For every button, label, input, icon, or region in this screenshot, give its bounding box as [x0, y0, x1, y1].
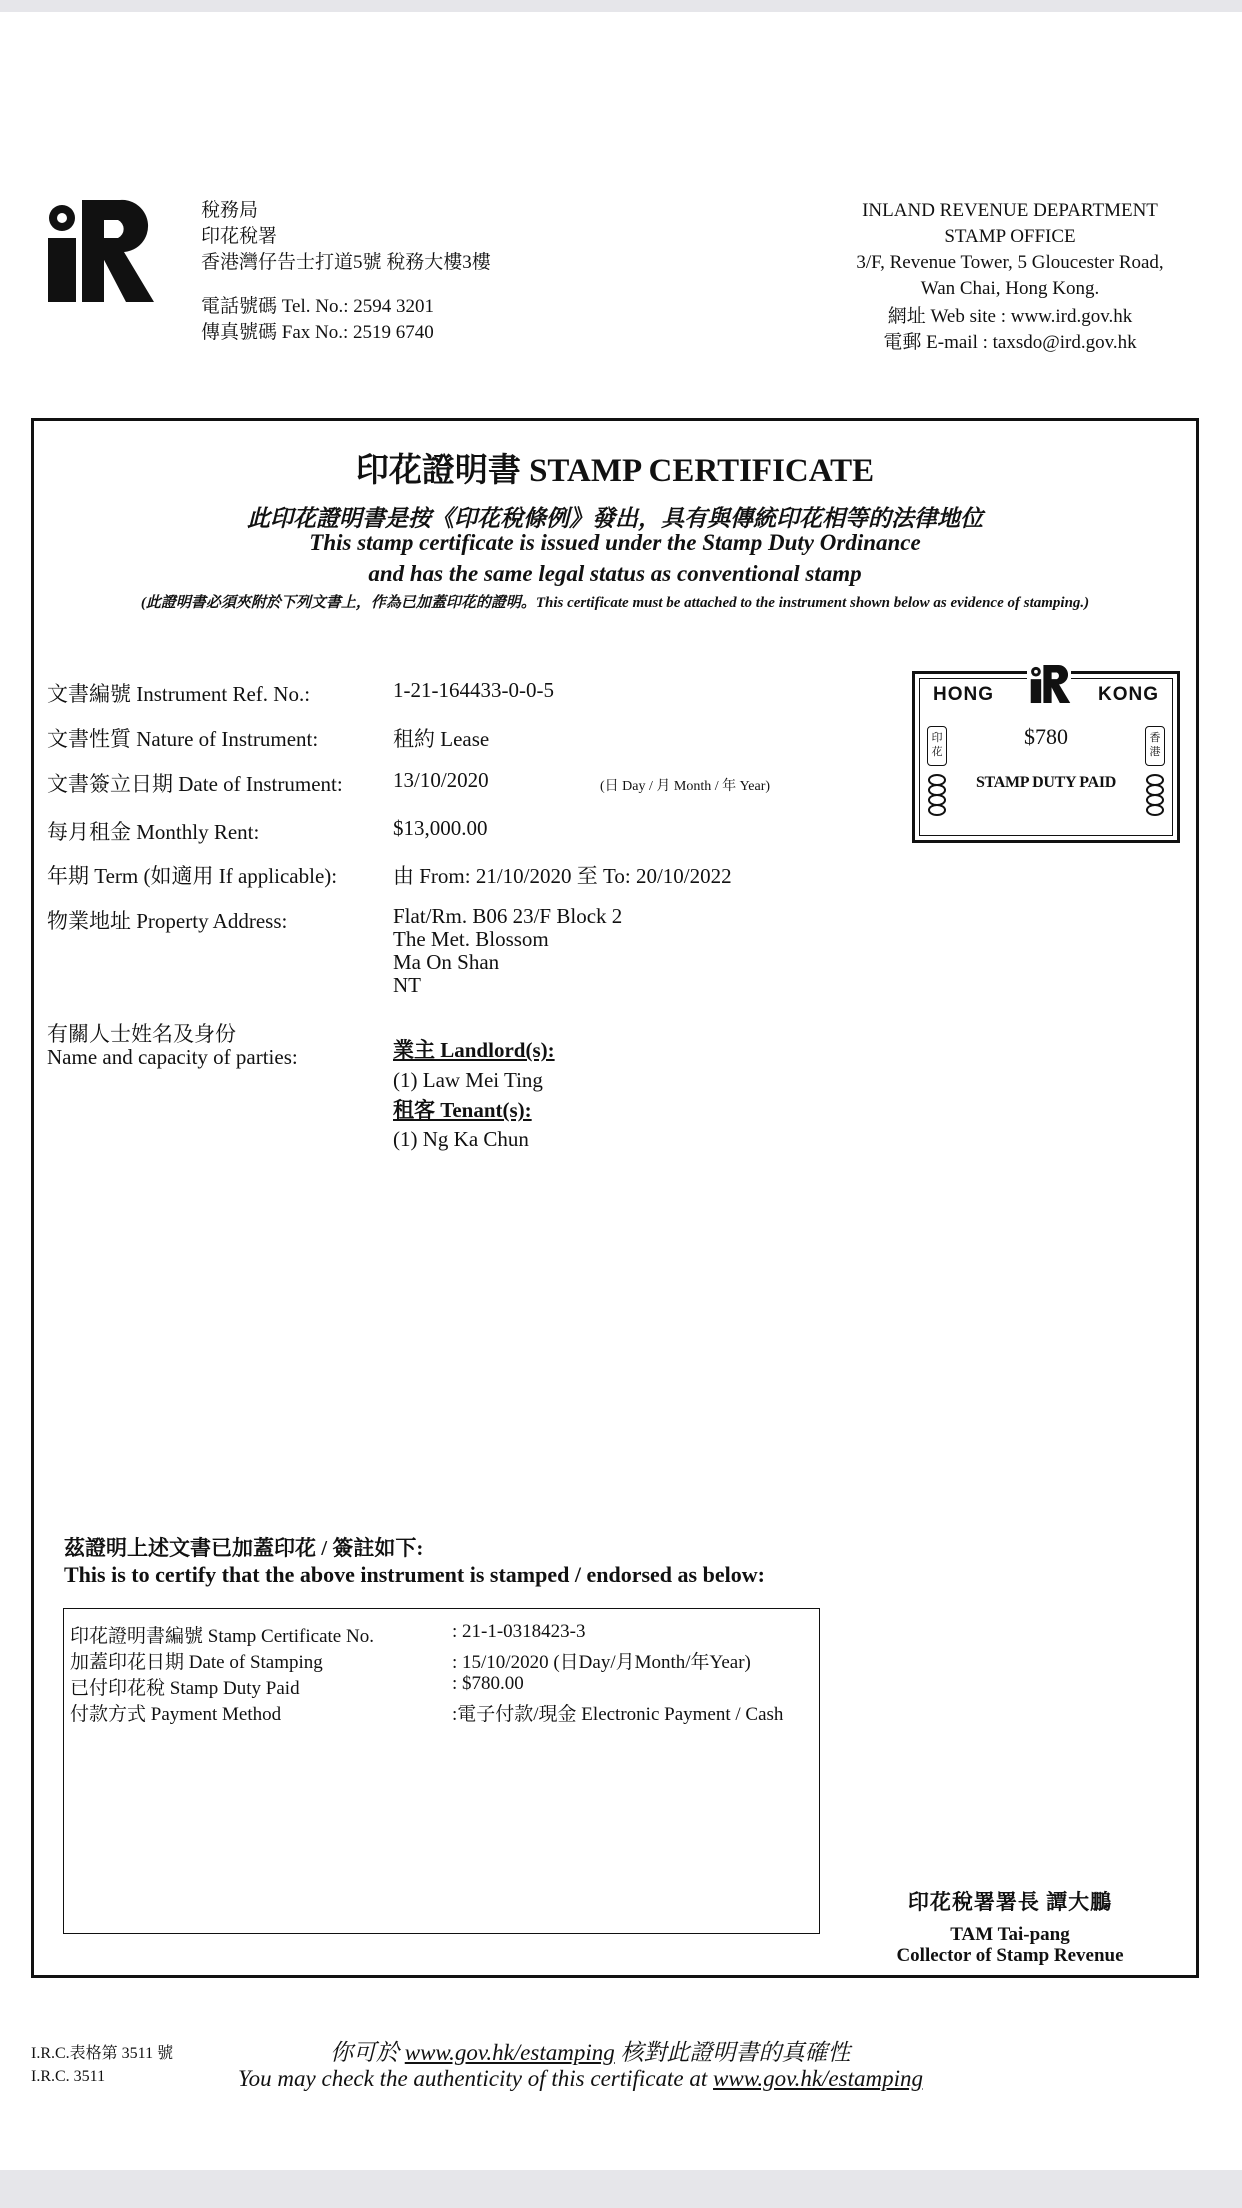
address-line: Ma On Shan — [393, 950, 500, 974]
top-bar — [0, 0, 1242, 12]
ird-logo-icon — [38, 198, 156, 304]
nature-label: 文書性質 Nature of Instrument: — [47, 727, 319, 751]
header-left-line1: 稅務局 — [201, 200, 259, 221]
date-format-hint: (日 Day / 月 Month / 年 Year) — [600, 779, 771, 794]
form-number-en: I.R.C. 3511 — [31, 2068, 106, 2085]
term-label: 年期 Term (如適用 If applicable): — [47, 864, 338, 888]
estamping-link-zh[interactable]: www.gov.hk/estamping — [404, 2040, 615, 2065]
parties-label-zh: 有關人士姓名及身份 — [47, 1022, 236, 1046]
header-fax: 傳真號碼 Fax No.: 2519 6740 — [201, 322, 434, 343]
verify-zh-pre: 你可於 — [330, 2040, 405, 2065]
stamping-date-label: 加蓋印花日期 Date of Stamping — [70, 1652, 323, 1673]
address-label: 物業地址 Property Address: — [47, 909, 288, 933]
header-email: 電郵 E-mail : taxsdo@ird.gov.hk — [883, 332, 1137, 353]
cert-no-label: 印花證明書編號 Stamp Certificate No. — [70, 1626, 374, 1647]
signatory-name: TAM Tai-pang — [950, 1924, 1070, 1945]
certificate-title: 印花證明書 STAMP CERTIFICATE — [355, 453, 875, 489]
header-right-line4: Wan Chai, Hong Kong. — [920, 278, 1100, 299]
cert-no-value: : 21-1-0318423-3 — [452, 1621, 586, 1642]
attachment-note: (此證明書必須夾附於下列文書上，作為已加蓋印花的證明。This certificate must be attached to the instrument shown below as evidence of stamping.) — [140, 595, 1090, 611]
term-value: 由 From: 21/10/2020 至 To: 20/10/2022 — [393, 864, 732, 888]
subtitle-en-2: and has the same legal status as conventional stamp — [368, 561, 862, 586]
ref-label: 文書編號 Instrument Ref. No.: — [47, 682, 311, 706]
stamping-date-value: : 15/10/2020 (日Day/月Month/年Year) — [452, 1652, 751, 1673]
header-left-line3: 香港灣仔告士打道5號 稅務大樓3樓 — [201, 252, 491, 273]
certify-statement-zh: 茲證明上述文書已加蓋印花 / 簽註如下: — [64, 1536, 424, 1560]
header-website: 網址 Web site : www.ird.gov.hk — [887, 306, 1133, 327]
stamp-duty-stamp — [912, 671, 1180, 843]
duty-paid-label: 已付印花稅 Stamp Duty Paid — [70, 1678, 300, 1699]
header-tel: 電話號碼 Tel. No.: 2594 3201 — [201, 296, 434, 317]
parties-label — [47, 1023, 298, 1069]
payment-method-value: :電子付款/現金 Electronic Payment / Cash — [452, 1704, 784, 1725]
stamp-ird-logo-icon — [1027, 664, 1071, 704]
property-address — [393, 905, 622, 997]
certify-statement-en: This is to certify that the above instrument is stamped / endorsed as below: — [64, 1562, 765, 1587]
verify-zh-post: 核對此證明書的真確性 — [614, 2040, 851, 2065]
signatory-zh: 印花稅署署長 譚大鵬 — [907, 1890, 1113, 1914]
parties-label-en: Name and capacity of parties: — [47, 1045, 298, 1069]
stamp-side-right: 香港 — [1145, 726, 1165, 766]
address-line: NT — [393, 973, 421, 997]
header-right-line1: INLAND REVENUE DEPARTMENT — [862, 200, 1158, 221]
date-label: 文書簽立日期 Date of Instrument: — [47, 772, 343, 796]
address-line: The Met. Blossom — [393, 927, 549, 951]
verify-en-pre: You may check the authenticity of this certificate at — [238, 2066, 714, 2091]
nature-value: 租約 Lease — [393, 727, 490, 751]
address-line: Flat/Rm. B06 23/F Block 2 — [393, 904, 623, 928]
header-left — [201, 198, 491, 346]
header-right — [820, 198, 1200, 356]
payment-method-label: 付款方式 Payment Method — [70, 1704, 282, 1725]
stamp-hong: HONG — [933, 684, 994, 705]
bottom-bar — [0, 2170, 1242, 2208]
stamp-side-left: 印花 — [927, 726, 947, 766]
subtitle-en-1: This stamp certificate is issued under the Stamp Duty Ordinance — [309, 530, 921, 555]
tenant-heading: 租客 Tenant(s): — [393, 1098, 532, 1122]
estamping-link-en[interactable]: www.gov.hk/estamping — [713, 2066, 923, 2091]
header-right-line3: 3/F, Revenue Tower, 5 Gloucester Road, — [856, 252, 1164, 273]
form-number-zh: I.R.C.表格第 3511 號 — [31, 2045, 174, 2062]
rent-value: $13,000.00 — [393, 816, 488, 840]
verify-line-zh — [330, 2034, 850, 2067]
date-value: 13/10/2020 — [393, 768, 489, 792]
landlord-heading: 業主 Landlord(s): — [393, 1038, 555, 1062]
subtitle-zh: 此印花證明書是按《印花稅條例》發出，具有與傳統印花相等的法律地位 — [247, 506, 983, 531]
stamp-kong: KONG — [1098, 684, 1159, 705]
stamp-amount: $780 — [1024, 724, 1068, 749]
header-right-line2: STAMP OFFICE — [944, 226, 1076, 247]
landlord-name: (1) Law Mei Ting — [393, 1068, 543, 1092]
ref-value: 1-21-164433-0-0-5 — [393, 678, 554, 702]
stamp-paid-label: STAMP DUTY PAID — [975, 774, 1117, 791]
duty-paid-value: : $780.00 — [452, 1673, 524, 1694]
verify-line-en — [238, 2066, 923, 2092]
tenant-name: (1) Ng Ka Chun — [393, 1127, 529, 1151]
rent-label: 每月租金 Monthly Rent: — [47, 820, 260, 844]
signatory-title: Collector of Stamp Revenue — [896, 1945, 1124, 1966]
header-left-line2: 印花稅署 — [201, 226, 278, 247]
